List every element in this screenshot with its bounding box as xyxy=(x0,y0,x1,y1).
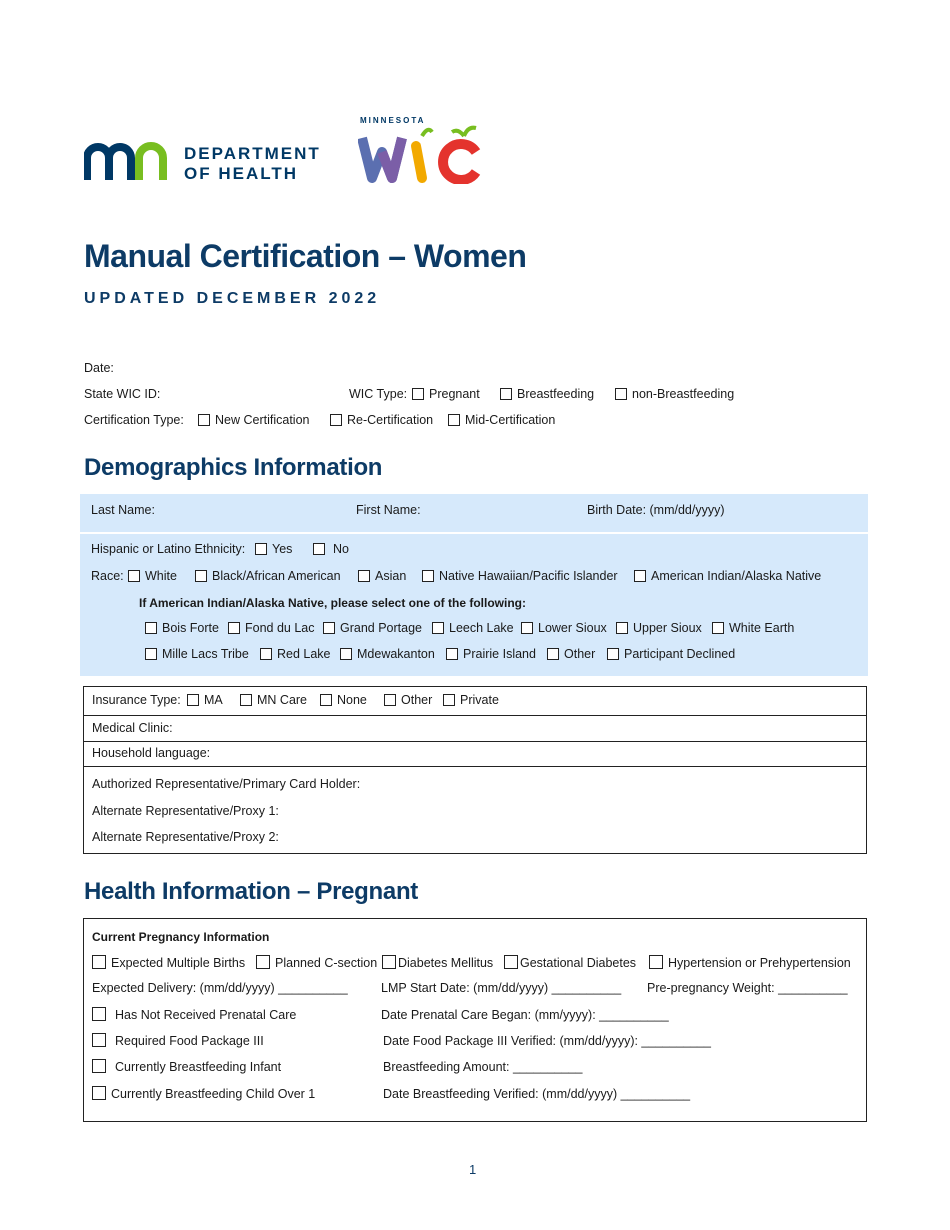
checkbox-icon xyxy=(448,414,460,426)
checkbox-icon xyxy=(320,694,332,706)
race-native-hawaiian-checkbox[interactable]: Native Hawaiian/Pacific Islander xyxy=(422,569,618,583)
cond-diabetes-checkbox[interactable]: Diabetes Mellitus xyxy=(382,955,493,970)
mn-logo-mark-icon xyxy=(84,142,174,182)
date-label: Date: xyxy=(84,361,114,375)
bf-infant-checkbox[interactable]: Currently Breastfeeding Infant xyxy=(92,1059,281,1074)
checkbox-icon xyxy=(504,955,518,969)
tribe-red-lake-checkbox[interactable]: Red Lake xyxy=(260,647,331,661)
checkbox-icon xyxy=(195,570,207,582)
tribe-prairie-island-checkbox[interactable]: Prairie Island xyxy=(446,647,536,661)
tribe-white-earth-checkbox[interactable]: White Earth xyxy=(712,621,794,635)
checkbox-icon xyxy=(607,648,619,660)
checkbox-icon xyxy=(547,648,559,660)
tribe-prompt: If American Indian/Alaska Native, please select one of the following: xyxy=(139,596,526,610)
bf-verified-date-field[interactable]: Date Breastfeeding Verified: (mm/dd/yyyy) __________ xyxy=(383,1087,691,1101)
birth-date-label: Birth Date: (mm/dd/yyyy) xyxy=(587,503,725,517)
tribe-bois-forte-checkbox[interactable]: Bois Forte xyxy=(145,621,219,635)
wic-type-non-breastfeeding-checkbox[interactable]: non-Breastfeeding xyxy=(615,387,734,401)
wic-word xyxy=(358,116,360,117)
checkbox-icon xyxy=(615,388,627,400)
cert-new-checkbox[interactable]: New Certification xyxy=(198,413,309,427)
state-wic-id-label: State WIC ID: xyxy=(84,387,161,401)
tribe-participant-declined-checkbox[interactable]: Participant Declined xyxy=(607,647,735,661)
insurance-private-checkbox[interactable]: Private xyxy=(443,693,499,707)
divider xyxy=(83,715,867,716)
bf-amount-field[interactable]: Breastfeeding Amount: __________ xyxy=(383,1060,583,1074)
wic-type-breastfeeding-checkbox[interactable]: Breastfeeding xyxy=(500,387,594,401)
cert-mid-checkbox[interactable]: Mid-Certification xyxy=(448,413,555,427)
insurance-ma-checkbox[interactable]: MA xyxy=(187,693,223,707)
race-label: Race: xyxy=(91,569,124,583)
expected-delivery-field[interactable]: Expected Delivery: (mm/dd/yyyy) __________ xyxy=(92,981,348,995)
tribe-leech-lake-checkbox[interactable]: Leech Lake xyxy=(432,621,514,635)
checkbox-icon xyxy=(92,955,106,969)
alt-rep1-label: Alternate Representative/Proxy 1: xyxy=(92,804,279,818)
tribe-mdewakanton-checkbox[interactable]: Mdewakanton xyxy=(340,647,435,661)
cert-type-label: Certification Type: xyxy=(84,413,184,427)
checkbox-icon xyxy=(712,622,724,634)
checkbox-icon xyxy=(256,955,270,969)
checkbox-icon xyxy=(92,1033,106,1047)
tribe-lower-sioux-checkbox[interactable]: Lower Sioux xyxy=(521,621,607,635)
checkbox-icon xyxy=(616,622,628,634)
insurance-type-label: Insurance Type: xyxy=(92,693,181,707)
divider xyxy=(83,741,867,742)
checkbox-icon xyxy=(358,570,370,582)
hispanic-yes-checkbox[interactable]: Yes xyxy=(255,542,292,556)
food-package-iii-checkbox[interactable]: Required Food Package III xyxy=(92,1033,264,1048)
checkbox-icon xyxy=(432,622,444,634)
health-heading: Health Information – Pregnant xyxy=(84,878,419,905)
checkbox-icon xyxy=(384,694,396,706)
checkbox-icon xyxy=(240,694,252,706)
checkbox-icon xyxy=(92,1059,106,1073)
checkbox-icon xyxy=(340,648,352,660)
current-pregnancy-label: Current Pregnancy Information xyxy=(92,930,270,944)
insurance-none-checkbox[interactable]: None xyxy=(320,693,367,707)
checkbox-icon xyxy=(128,570,140,582)
demographics-heading: Demographics Information xyxy=(84,454,383,481)
mn-dept-line2: OF HEALTH xyxy=(184,164,299,183)
tribe-other-checkbox[interactable]: Other xyxy=(547,647,595,661)
tribe-fond-du-lac-checkbox[interactable]: Fond du Lac xyxy=(228,621,315,635)
checkbox-icon xyxy=(228,622,240,634)
prenatal-care-date-field[interactable]: Date Prenatal Care Began: (mm/yyyy): __________ xyxy=(381,1008,669,1022)
cond-hypertension-checkbox[interactable]: Hypertension or Prehypertension xyxy=(649,955,851,970)
tribe-mille-lacs-checkbox[interactable]: Mille Lacs Tribe xyxy=(145,647,249,661)
race-asian-checkbox[interactable]: Asian xyxy=(358,569,406,583)
alt-rep2-label: Alternate Representative/Proxy 2: xyxy=(92,830,279,844)
wic-type-label: WIC Type: xyxy=(349,387,408,401)
page-subtitle: UPDATED DECEMBER 2022 xyxy=(84,290,381,307)
name-row-panel xyxy=(80,494,868,532)
mn-health-logo xyxy=(84,140,344,190)
checkbox-icon xyxy=(145,648,157,660)
food-package-date-field[interactable]: Date Food Package III Verified: (mm/dd/yyyy): __________ xyxy=(383,1034,711,1048)
insurance-other-checkbox[interactable]: Other xyxy=(384,693,432,707)
first-name-label: First Name: xyxy=(356,503,421,517)
checkbox-icon xyxy=(443,694,455,706)
checkbox-icon xyxy=(260,648,272,660)
wic-logo-icon xyxy=(358,124,488,184)
insurance-box xyxy=(83,686,867,854)
race-white-checkbox[interactable]: White xyxy=(128,569,177,583)
checkbox-icon xyxy=(382,955,396,969)
checkbox-icon xyxy=(145,622,157,634)
checkbox-icon xyxy=(500,388,512,400)
checkbox-icon xyxy=(313,543,325,555)
checkbox-icon xyxy=(198,414,210,426)
page-title: Manual Certification – Women xyxy=(84,238,527,274)
wic-type-pregnant-checkbox[interactable]: Pregnant xyxy=(412,387,480,401)
cert-re-checkbox[interactable]: Re-Certification xyxy=(330,413,433,427)
checkbox-icon xyxy=(187,694,199,706)
hispanic-label: Hispanic or Latino Ethnicity: xyxy=(91,542,246,556)
no-prenatal-care-checkbox[interactable]: Has Not Received Prenatal Care xyxy=(92,1007,296,1022)
wic-state-text: MINNESOTA xyxy=(360,116,426,125)
hispanic-no-checkbox[interactable]: No xyxy=(313,542,349,556)
tribe-grand-portage-checkbox[interactable]: Grand Portage xyxy=(323,621,422,635)
checkbox-icon xyxy=(422,570,434,582)
page-number: 1 xyxy=(469,1162,477,1177)
checkbox-icon xyxy=(92,1086,106,1100)
cond-c-section-checkbox[interactable]: Planned C-section xyxy=(256,955,377,970)
checkbox-icon xyxy=(634,570,646,582)
checkbox-icon xyxy=(323,622,335,634)
cond-multiple-births-checkbox[interactable]: Expected Multiple Births xyxy=(92,955,245,970)
checkbox-icon xyxy=(412,388,424,400)
checkbox-icon xyxy=(92,1007,106,1021)
mn-wic-logo xyxy=(358,116,488,186)
checkbox-icon xyxy=(255,543,267,555)
tribe-upper-sioux-checkbox[interactable]: Upper Sioux xyxy=(616,621,702,635)
last-name-label: Last Name: xyxy=(91,503,155,517)
auth-rep-label: Authorized Representative/Primary Card Holder: xyxy=(92,777,361,791)
prepreg-weight-field[interactable]: Pre-pregnancy Weight: __________ xyxy=(647,981,848,995)
bf-child-over-1-checkbox[interactable]: Currently Breastfeeding Child Over 1 xyxy=(92,1086,315,1101)
cond-gestational-checkbox[interactable]: Gestational Diabetes xyxy=(504,955,636,970)
checkbox-icon xyxy=(446,648,458,660)
race-black-checkbox[interactable]: Black/African American xyxy=(195,569,341,583)
household-language-label: Household language: xyxy=(92,746,211,760)
race-american-indian-checkbox[interactable]: American Indian/Alaska Native xyxy=(634,569,821,583)
checkbox-icon xyxy=(521,622,533,634)
medical-clinic-label: Medical Clinic: xyxy=(92,721,173,735)
mn-dept-line1: DEPARTMENT xyxy=(184,144,321,163)
lmp-start-field[interactable]: LMP Start Date: (mm/dd/yyyy) __________ xyxy=(381,981,622,995)
insurance-mncare-checkbox[interactable]: MN Care xyxy=(240,693,307,707)
checkbox-icon xyxy=(649,955,663,969)
divider xyxy=(83,766,867,767)
checkbox-icon xyxy=(330,414,342,426)
